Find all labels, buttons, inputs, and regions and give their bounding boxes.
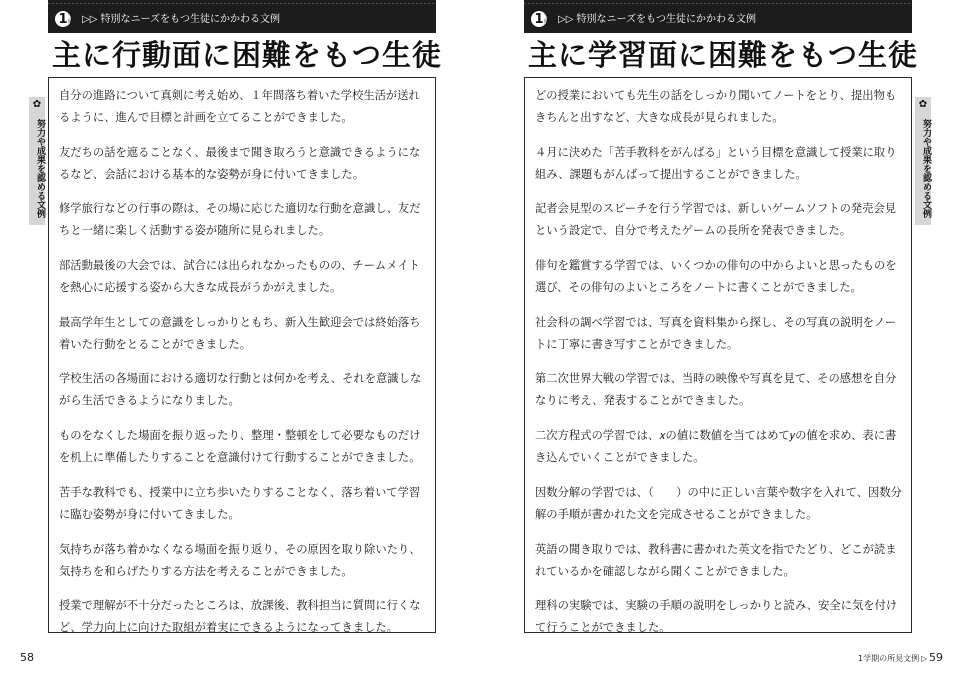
- page-number: 58: [20, 651, 34, 664]
- example-item: 英語の聞き取りでは、教科書に書かれた英文を指でたどり、どこが読まれているかを確認しながら聞くことができました。: [535, 542, 897, 578]
- footer-arrow-icon: ▷: [921, 654, 928, 663]
- example-item: 理科の実験では、実験の手順の説明をしっかりと読み、安全に気を付けて行うことができました。: [535, 599, 898, 635]
- example-item: 気持ちが落ち着かなくなる場面を振り返り、その原因を取り除いたり、気持ちを和らげたりする方法を考えることができました。: [59, 542, 421, 578]
- flower-icon: ✿: [32, 99, 42, 110]
- term-badge: [529, 9, 549, 29]
- term-number: 1: [58, 12, 68, 27]
- side-tab-label: 努力や成果を認める文例: [35, 118, 45, 218]
- side-tab-label: 努力や成果を認める文例: [921, 118, 931, 218]
- example-item: 俳句を鑑賞する学習では、いくつかの俳句の中からよいと思ったものを選び、その俳句のよいところをノートに書くことができました。: [535, 259, 897, 295]
- footer-section-label: 1学期の所見文例: [858, 654, 920, 663]
- section-header: ▷▷ 特別なニーズをもつ生徒にかかわる文例: [558, 14, 757, 25]
- term-superscript: 学期: [544, 13, 550, 25]
- section-header: ▷▷ 特別なニーズをもつ生徒にかかわる文例: [82, 14, 281, 25]
- term-number: 1: [534, 12, 544, 27]
- example-item: 記者会見型のスピーチを行う学習では、新しいゲームソフトの発売会見という設定で、自分で考えたゲームの長所を発表できました。: [535, 202, 897, 238]
- page-title: 主に学習面に困難をもつ生徒: [528, 38, 919, 72]
- example-item: 学校生活の各場面における適切な行動とは何かを考え、それを意識しながら生活できるようになりました。: [59, 372, 422, 408]
- example-item: 社会科の調べ学習では、写真を資料集から探し、その写真の説明をノートに丁寧に書き写すことができました。: [535, 315, 897, 351]
- example-item: 最高学年生としての意識をしっかりともち、新入生歓迎会では終始落ち着いた行動をとることができました。: [59, 315, 421, 351]
- example-item: ４月に決めた「苦手教科をがんばる」という目標を意識して授業に取り組み、課題もがんばって提出することができました。: [535, 145, 897, 181]
- example-item: 二次方程式の学習では、𝑥の値に数値を当てはめて𝑦の値を求め、表に書き込んでいくことができました。: [535, 429, 897, 465]
- examples-box: [524, 77, 912, 633]
- example-item: 友だちの話を遮ることなく、最後まで聞き取ろうと意識できるようになるなど、会話における基本的な姿勢が身に付いてきました。: [59, 145, 421, 181]
- example-item: どの授業においても先生の話をしっかり聞いてノートをとり、提出物もきちんと出すなど、大きな成長が見られました。: [535, 89, 897, 124]
- example-item: 部活動最後の大会では、試合には出られなかったものの、チームメイトを熱心に応援する姿から大きな成長がうかがえました。: [59, 259, 420, 295]
- side-tab: [915, 97, 931, 225]
- example-item: 修学旅行などの行事の際は、その場に応じた適切な行動を意識し、友だちと一緒に楽しく活動する姿が随所に見られました。: [59, 202, 421, 238]
- example-item: 自分の進路について真剣に考え始め、１年間落ち着いた学校生活が送れるように、進んで目標と計画を立てることができました。: [59, 89, 420, 124]
- flower-icon: ✿: [918, 99, 928, 110]
- page-number: 59: [929, 651, 943, 664]
- page-title: 主に行動面に困難をもつ生徒: [52, 38, 443, 72]
- example-item: ものをなくした場面を振り返ったり、整理・整頓をして必要なものだけを机上に準備したりすることを意識付けて行動することができました。: [59, 429, 421, 465]
- term-superscript: 学期: [68, 13, 74, 25]
- example-item: 苦手な教科でも、授業中に立ち歩いたりすることなく、落ち着いて学習に臨む姿勢が身に付いてきました。: [59, 485, 421, 521]
- example-item: 第二次世界大戦の学習では、当時の映像や写真を見て、その感想を自分なりに考え、発表することができました。: [535, 372, 897, 408]
- example-item: 授業で理解が不十分だったところは、放課後、教科担当に質問に行くなど、学力向上に向けた取組が着実にできるようになってきました。: [59, 599, 421, 635]
- example-item: 因数分解の学習では、（ ）の中に正しい言葉や数字を入れて、因数分解の手順が書かれた文を完成させることができました。: [535, 485, 902, 521]
